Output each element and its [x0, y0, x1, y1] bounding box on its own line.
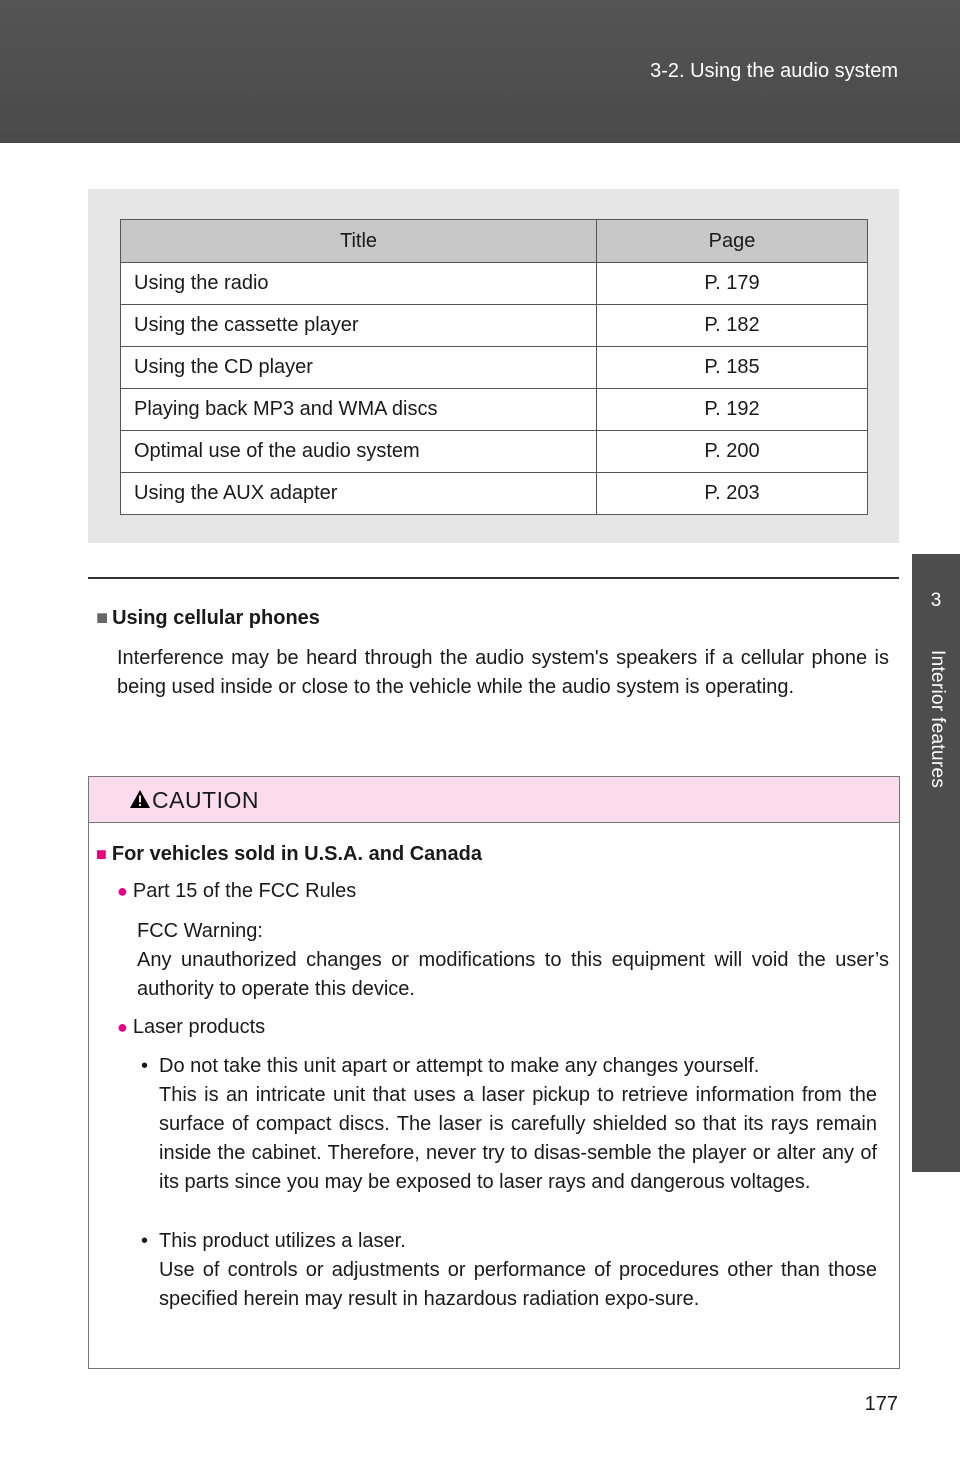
- page-header: [0, 0, 960, 143]
- row-title: Using the CD player: [121, 347, 597, 389]
- page-number: 177: [864, 1393, 898, 1415]
- chapter-number: 3: [930, 590, 942, 611]
- fcc-warning-label: FCC Warning:: [137, 920, 263, 942]
- table-row: [121, 347, 868, 389]
- chapter-label: Interior features: [927, 650, 948, 789]
- laser-item-2-first: This product utilizes a laser.: [159, 1230, 406, 1252]
- table-row: [121, 431, 868, 473]
- subitem-label: Part 15 of the FCC Rules: [132, 880, 357, 902]
- laser-item-2-text: Use of controls or adjustments or performance of procedures other than those specified herein may result in hazardous radiation expo-sure.: [159, 1259, 877, 1310]
- caution-subitem-fcc: [117, 877, 356, 906]
- contents-table: [120, 219, 868, 515]
- section-body: Interference may be heard through the audio system's speakers if a cellular phone is being used inside or close to the vehicle while the audio system is operating.: [117, 647, 889, 698]
- column-header-title: Title: [121, 220, 597, 263]
- row-page: P. 182: [597, 305, 868, 347]
- fcc-warning-text: Any unauthorized changes or modifications to this equipment will void the user’s authority to operate this device.: [137, 949, 889, 1000]
- circle-bullet-icon: ●: [117, 1017, 128, 1037]
- row-page: P. 200: [597, 431, 868, 473]
- caution-heading-text: For vehicles sold in U.S.A. and Canada: [111, 843, 482, 865]
- laser-item-1-text: This is an intricate unit that uses a laser pickup to retrieve information from the surface of compact discs. The laser is carefully shielded so that its rays remain inside the cabinet. Therefore, never try to disas-semble the player or alter any of its parts since you may be exposed to laser rays and dangerous voltages.: [159, 1084, 877, 1193]
- caution-header: [89, 777, 899, 823]
- dot-bullet-icon: •: [141, 1055, 149, 1077]
- side-tab-divider: [912, 552, 960, 554]
- caution-subitem-laser: [117, 1013, 265, 1042]
- chapter-side-tab: [912, 552, 960, 1172]
- table-row: [121, 389, 868, 431]
- row-page: P. 179: [597, 263, 868, 305]
- table-header-row: [121, 220, 868, 263]
- row-title: Playing back MP3 and WMA discs: [121, 389, 597, 431]
- laser-item-1-first: Do not take this unit apart or attempt to make any changes yourself.: [159, 1055, 760, 1077]
- row-title: Optimal use of the audio system: [121, 431, 597, 473]
- table-row: [121, 305, 868, 347]
- caution-title: CAUTION: [152, 787, 259, 813]
- column-header-page: Page: [597, 220, 868, 263]
- row-title: Using the radio: [121, 263, 597, 305]
- dot-bullet-icon: •: [141, 1230, 149, 1252]
- row-page: P. 192: [597, 389, 868, 431]
- table-row: [121, 473, 868, 515]
- table-row: [121, 263, 868, 305]
- section-heading-text: Using cellular phones: [112, 607, 320, 629]
- subitem-label: Laser products: [132, 1016, 266, 1038]
- caution-box: [88, 776, 900, 1369]
- row-title: Using the AUX adapter: [121, 473, 597, 515]
- section-divider: [88, 577, 899, 579]
- row-title: Using the cassette player: [121, 305, 597, 347]
- square-bullet-icon: ■: [96, 607, 109, 629]
- square-bullet-icon: ■: [96, 844, 107, 864]
- caution-heading: [96, 840, 482, 869]
- chapter-title: 3-2. Using the audio system: [650, 60, 898, 82]
- section-heading: [96, 607, 320, 630]
- circle-bullet-icon: ●: [117, 881, 128, 901]
- warning-triangle-icon: [129, 789, 151, 809]
- row-page: P. 203: [597, 473, 868, 515]
- row-page: P. 185: [597, 347, 868, 389]
